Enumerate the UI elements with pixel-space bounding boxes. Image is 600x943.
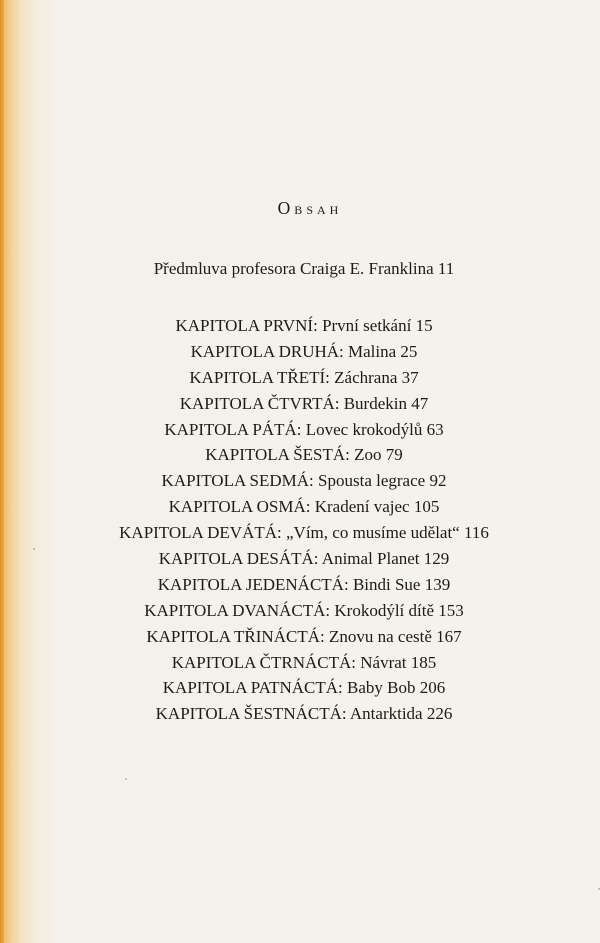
chapter-title: Baby Bob — [346, 678, 416, 698]
chapter-page-number: 79 — [385, 445, 403, 465]
chapter-label: KAPITOLA TŘETÍ: — [189, 367, 330, 387]
chapter-page-number: 129 — [423, 549, 450, 569]
chapter-page-number: 206 — [419, 678, 446, 698]
chapter-entry — [0, 313, 600, 339]
chapter-page-number: 105 — [413, 497, 440, 517]
chapter-entry — [0, 675, 600, 701]
chapter-label: KAPITOLA PÁTÁ: — [164, 419, 302, 439]
chapter-page-number: 92 — [429, 471, 447, 491]
chapter-entry — [0, 701, 600, 727]
chapter-title: První setkání — [322, 316, 412, 335]
chapter-title: Burdekin — [343, 393, 407, 413]
preface-label: Předmluva profesora Craiga E. Franklina — [153, 259, 434, 278]
chapter-page-number: 116 — [463, 523, 489, 543]
chapter-entry — [0, 624, 600, 650]
page-title: Obsah — [277, 198, 343, 218]
chapter-title: Krokodýlí dítě — [334, 600, 435, 620]
chapter-label: KAPITOLA ČTVRTÁ: — [179, 393, 340, 413]
chapter-page-number: 63 — [426, 419, 444, 439]
chapter-title: Kradení vajec — [314, 497, 410, 517]
chapter-label: KAPITOLA ŠESTÁ: — [205, 445, 350, 465]
chapter-label: KAPITOLA PATNÁCTÁ: — [162, 678, 343, 698]
chapter-page-number: 167 — [436, 626, 462, 646]
paper-speck — [33, 548, 35, 550]
chapter-page-number: 153 — [438, 600, 464, 620]
chapter-title: Návrat — [360, 652, 407, 672]
chapter-entry — [0, 572, 600, 598]
chapter-label: KAPITOLA ČTRNÁCTÁ: — [171, 652, 357, 672]
chapter-label: KAPITOLA PRVNÍ: — [175, 316, 318, 335]
chapter-entry — [0, 417, 600, 443]
paper-speck — [125, 778, 127, 780]
chapter-title: Záchrana — [334, 367, 398, 387]
chapter-title: Antarktida — [349, 704, 423, 724]
chapter-entry — [0, 546, 600, 572]
chapter-title: Animal Planet — [321, 549, 420, 569]
paper-speck — [598, 888, 600, 890]
chapter-page-number: 37 — [401, 367, 419, 387]
chapter-page-number: 185 — [410, 652, 437, 672]
chapter-label: KAPITOLA DEVÁTÁ: — [119, 523, 282, 543]
chapter-title: Zoo — [354, 445, 382, 465]
preface-page-number: 11 — [437, 259, 455, 278]
chapter-label: KAPITOLA OSMÁ: — [168, 497, 311, 517]
chapter-label: KAPITOLA JEDENÁCTÁ: — [157, 574, 349, 594]
chapter-title: Lovec krokodýlů — [305, 419, 423, 439]
chapter-title: „Vím, co musíme udělat“ — [286, 523, 460, 543]
chapter-page-number: 25 — [400, 341, 418, 361]
chapter-label: KAPITOLA DESÁTÁ: — [158, 549, 319, 569]
chapter-entry — [0, 391, 600, 417]
chapter-entry — [0, 650, 600, 676]
chapter-label: KAPITOLA ŠESTNÁCTÁ: — [155, 704, 347, 724]
chapter-entry — [0, 442, 600, 468]
chapter-label: KAPITOLA TŘINÁCTÁ: — [146, 626, 325, 646]
chapter-entry — [0, 598, 600, 624]
chapter-entry — [0, 339, 600, 365]
chapter-label: KAPITOLA SEDMÁ: — [161, 471, 314, 491]
chapter-title: Bindi Sue — [352, 574, 421, 594]
chapter-label: KAPITOLA DRUHÁ: — [190, 341, 344, 361]
chapter-page-number: 226 — [426, 704, 453, 724]
chapter-entry — [0, 520, 600, 546]
chapter-entry — [0, 494, 600, 520]
chapter-entry — [0, 468, 600, 494]
chapter-page-number: 15 — [415, 316, 433, 335]
preface-entry — [0, 259, 600, 279]
chapter-title: Spousta legrace — [318, 471, 426, 491]
chapter-title: Znovu na cestě — [328, 626, 432, 646]
chapter-title: Malina — [348, 341, 397, 361]
chapter-entry — [0, 365, 600, 391]
chapter-label: KAPITOLA DVANÁCTÁ: — [144, 600, 331, 620]
chapter-page-number: 139 — [424, 574, 451, 594]
chapter-list — [0, 313, 600, 727]
chapter-page-number: 47 — [411, 393, 429, 413]
